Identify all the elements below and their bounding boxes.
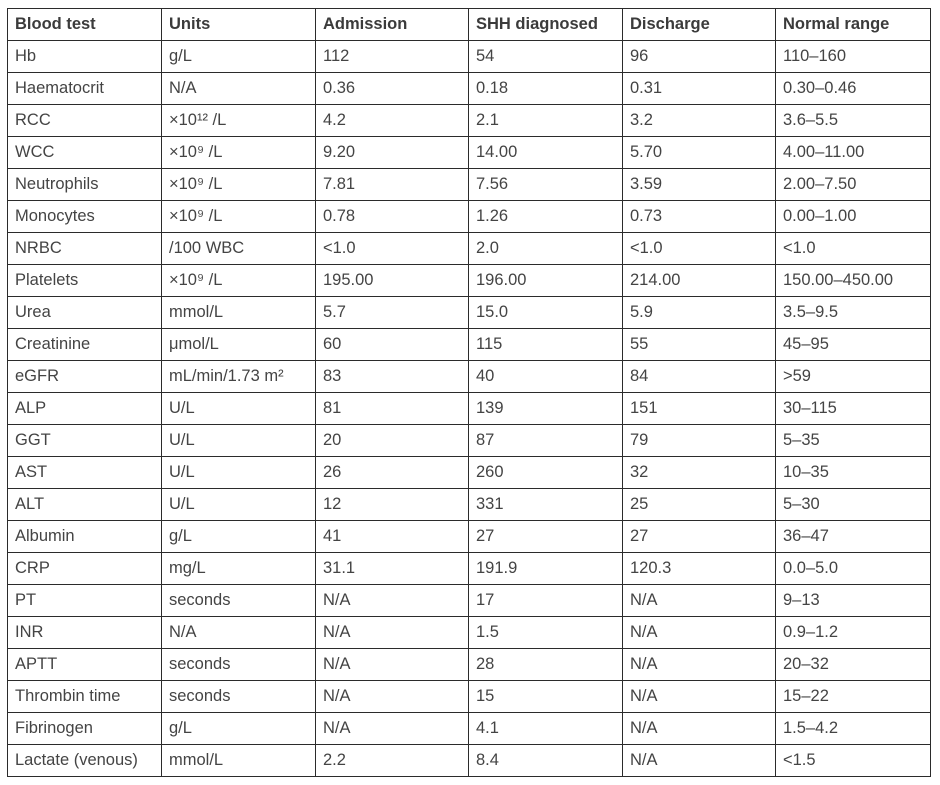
cell-blood-test: Platelets [8, 265, 162, 297]
cell-normal-range: 110–160 [776, 41, 931, 73]
header-cell-normal-range: Normal range [776, 9, 931, 41]
cell-shh-diagnosed: 260 [469, 457, 623, 489]
cell-shh-diagnosed: 4.1 [469, 713, 623, 745]
cell-shh-diagnosed: 54 [469, 41, 623, 73]
cell-normal-range: <1.5 [776, 745, 931, 777]
cell-discharge: N/A [623, 745, 776, 777]
table-row [8, 681, 931, 713]
cell-admission: N/A [316, 681, 469, 713]
header-cell-blood-test: Blood test [8, 9, 162, 41]
cell-normal-range: 5–35 [776, 425, 931, 457]
cell-normal-range: 9–13 [776, 585, 931, 617]
cell-units: μmol/L [162, 329, 316, 361]
cell-admission: 0.78 [316, 201, 469, 233]
cell-normal-range: 30–115 [776, 393, 931, 425]
cell-blood-test: ALT [8, 489, 162, 521]
cell-admission: 26 [316, 457, 469, 489]
cell-blood-test: Lactate (venous) [8, 745, 162, 777]
cell-discharge: 5.9 [623, 297, 776, 329]
cell-shh-diagnosed: 331 [469, 489, 623, 521]
cell-normal-range: 0.9–1.2 [776, 617, 931, 649]
cell-admission: 60 [316, 329, 469, 361]
cell-normal-range: 36–47 [776, 521, 931, 553]
cell-shh-diagnosed: 191.9 [469, 553, 623, 585]
table-row [8, 553, 931, 585]
cell-admission: 112 [316, 41, 469, 73]
cell-blood-test: eGFR [8, 361, 162, 393]
cell-normal-range: 1.5–4.2 [776, 713, 931, 745]
cell-shh-diagnosed: 87 [469, 425, 623, 457]
cell-admission: 4.2 [316, 105, 469, 137]
cell-admission: 195.00 [316, 265, 469, 297]
cell-units: mL/min/1.73 m² [162, 361, 316, 393]
cell-blood-test: ALP [8, 393, 162, 425]
cell-units: g/L [162, 713, 316, 745]
cell-units: seconds [162, 585, 316, 617]
table-row [8, 265, 931, 297]
cell-admission: 41 [316, 521, 469, 553]
cell-admission: 7.81 [316, 169, 469, 201]
cell-discharge: N/A [623, 713, 776, 745]
header-row [8, 9, 931, 41]
header-cell-shh-diagnosed: SHH diagnosed [469, 9, 623, 41]
cell-units: U/L [162, 489, 316, 521]
blood-test-table-container [7, 8, 931, 777]
cell-blood-test: Fibrinogen [8, 713, 162, 745]
cell-discharge: N/A [623, 649, 776, 681]
cell-units: ×10⁹ /L [162, 265, 316, 297]
table-row [8, 489, 931, 521]
cell-blood-test: Creatinine [8, 329, 162, 361]
cell-shh-diagnosed: 15 [469, 681, 623, 713]
table-row [8, 73, 931, 105]
cell-normal-range: 150.00–450.00 [776, 265, 931, 297]
cell-shh-diagnosed: 2.1 [469, 105, 623, 137]
cell-admission: N/A [316, 713, 469, 745]
cell-shh-diagnosed: 2.0 [469, 233, 623, 265]
cell-units: /100 WBC [162, 233, 316, 265]
cell-admission: <1.0 [316, 233, 469, 265]
cell-units: U/L [162, 393, 316, 425]
cell-discharge: 32 [623, 457, 776, 489]
cell-blood-test: NRBC [8, 233, 162, 265]
cell-blood-test: INR [8, 617, 162, 649]
cell-units: N/A [162, 617, 316, 649]
cell-units: N/A [162, 73, 316, 105]
cell-blood-test: APTT [8, 649, 162, 681]
cell-discharge: 96 [623, 41, 776, 73]
cell-units: seconds [162, 681, 316, 713]
cell-admission: 9.20 [316, 137, 469, 169]
cell-blood-test: WCC [8, 137, 162, 169]
cell-blood-test: RCC [8, 105, 162, 137]
cell-admission: 0.36 [316, 73, 469, 105]
table-row [8, 713, 931, 745]
cell-normal-range: 0.00–1.00 [776, 201, 931, 233]
cell-admission: 81 [316, 393, 469, 425]
table-row [8, 457, 931, 489]
cell-admission: 2.2 [316, 745, 469, 777]
cell-units: mmol/L [162, 297, 316, 329]
table-row [8, 585, 931, 617]
cell-units: g/L [162, 521, 316, 553]
cell-units: seconds [162, 649, 316, 681]
blood-test-table [7, 8, 931, 777]
cell-units: U/L [162, 457, 316, 489]
cell-blood-test: Hb [8, 41, 162, 73]
cell-discharge: 79 [623, 425, 776, 457]
cell-admission: 20 [316, 425, 469, 457]
cell-discharge: N/A [623, 681, 776, 713]
cell-shh-diagnosed: 8.4 [469, 745, 623, 777]
table-body [8, 41, 931, 777]
cell-blood-test: PT [8, 585, 162, 617]
cell-normal-range: 10–35 [776, 457, 931, 489]
cell-shh-diagnosed: 7.56 [469, 169, 623, 201]
table-row [8, 169, 931, 201]
cell-normal-range: >59 [776, 361, 931, 393]
cell-admission: 83 [316, 361, 469, 393]
cell-blood-test: Monocytes [8, 201, 162, 233]
table-row [8, 297, 931, 329]
cell-blood-test: Neutrophils [8, 169, 162, 201]
cell-units: mg/L [162, 553, 316, 585]
cell-units: ×10⁹ /L [162, 201, 316, 233]
cell-discharge: 151 [623, 393, 776, 425]
cell-discharge: 25 [623, 489, 776, 521]
table-row [8, 329, 931, 361]
cell-admission: N/A [316, 617, 469, 649]
cell-blood-test: Haematocrit [8, 73, 162, 105]
cell-units: ×10⁹ /L [162, 169, 316, 201]
cell-discharge: 3.59 [623, 169, 776, 201]
cell-normal-range: 0.0–5.0 [776, 553, 931, 585]
table-row [8, 233, 931, 265]
cell-shh-diagnosed: 115 [469, 329, 623, 361]
cell-shh-diagnosed: 1.5 [469, 617, 623, 649]
cell-normal-range: 45–95 [776, 329, 931, 361]
cell-admission: 5.7 [316, 297, 469, 329]
table-row [8, 137, 931, 169]
cell-normal-range: 3.5–9.5 [776, 297, 931, 329]
table-row [8, 201, 931, 233]
header-cell-admission: Admission [316, 9, 469, 41]
cell-admission: N/A [316, 649, 469, 681]
cell-discharge: 3.2 [623, 105, 776, 137]
cell-discharge: N/A [623, 585, 776, 617]
cell-blood-test: Albumin [8, 521, 162, 553]
cell-shh-diagnosed: 14.00 [469, 137, 623, 169]
cell-shh-diagnosed: 139 [469, 393, 623, 425]
header-cell-units: Units [162, 9, 316, 41]
table-row [8, 745, 931, 777]
cell-blood-test: CRP [8, 553, 162, 585]
cell-discharge: 0.73 [623, 201, 776, 233]
cell-units: ×10⁹ /L [162, 137, 316, 169]
cell-discharge: 5.70 [623, 137, 776, 169]
cell-discharge: 120.3 [623, 553, 776, 585]
cell-shh-diagnosed: 27 [469, 521, 623, 553]
cell-normal-range: 0.30–0.46 [776, 73, 931, 105]
cell-discharge: 0.31 [623, 73, 776, 105]
cell-normal-range: 20–32 [776, 649, 931, 681]
cell-normal-range: 2.00–7.50 [776, 169, 931, 201]
cell-normal-range: 5–30 [776, 489, 931, 521]
cell-normal-range: 3.6–5.5 [776, 105, 931, 137]
cell-discharge: <1.0 [623, 233, 776, 265]
table-row [8, 41, 931, 73]
cell-normal-range: 4.00–11.00 [776, 137, 931, 169]
table-row [8, 521, 931, 553]
cell-discharge: 84 [623, 361, 776, 393]
cell-shh-diagnosed: 1.26 [469, 201, 623, 233]
cell-normal-range: 15–22 [776, 681, 931, 713]
cell-discharge: N/A [623, 617, 776, 649]
cell-shh-diagnosed: 40 [469, 361, 623, 393]
cell-normal-range: <1.0 [776, 233, 931, 265]
table-row [8, 649, 931, 681]
cell-discharge: 27 [623, 521, 776, 553]
table-row [8, 617, 931, 649]
cell-shh-diagnosed: 28 [469, 649, 623, 681]
cell-shh-diagnosed: 0.18 [469, 73, 623, 105]
cell-units: U/L [162, 425, 316, 457]
cell-discharge: 55 [623, 329, 776, 361]
table-row [8, 393, 931, 425]
cell-units: mmol/L [162, 745, 316, 777]
cell-blood-test: GGT [8, 425, 162, 457]
cell-blood-test: AST [8, 457, 162, 489]
cell-admission: 12 [316, 489, 469, 521]
cell-blood-test: Thrombin time [8, 681, 162, 713]
cell-units: ×10¹² /L [162, 105, 316, 137]
cell-shh-diagnosed: 17 [469, 585, 623, 617]
cell-shh-diagnosed: 196.00 [469, 265, 623, 297]
table-row [8, 425, 931, 457]
cell-blood-test: Urea [8, 297, 162, 329]
cell-units: g/L [162, 41, 316, 73]
cell-admission: N/A [316, 585, 469, 617]
header-cell-discharge: Discharge [623, 9, 776, 41]
table-row [8, 361, 931, 393]
cell-admission: 31.1 [316, 553, 469, 585]
table-row [8, 105, 931, 137]
cell-discharge: 214.00 [623, 265, 776, 297]
cell-shh-diagnosed: 15.0 [469, 297, 623, 329]
